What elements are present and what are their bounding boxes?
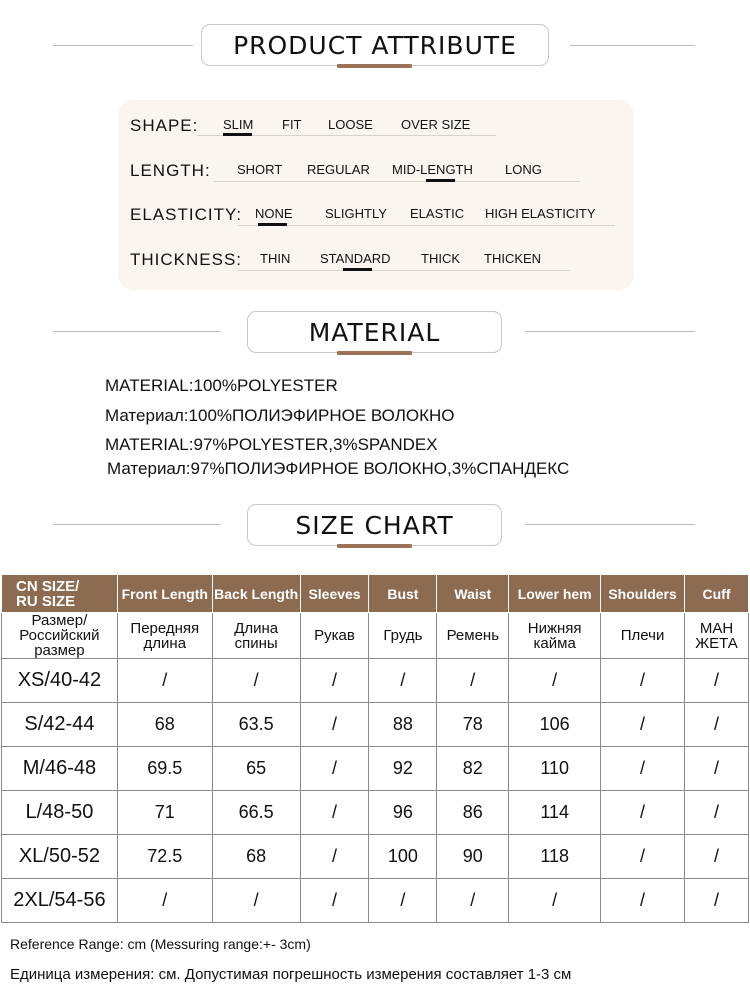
table-cell: / [437,659,509,703]
attr-option: SLIGHTLY [325,206,387,221]
divider [238,270,570,271]
material-label: Материал: [105,406,189,425]
table-cell: L/48-50 [2,791,118,835]
table-cell: Передняя длина [117,613,212,659]
table-cell: / [509,879,601,923]
table-cell: Waist [437,575,509,613]
selected-marker [258,223,287,226]
table-row [2,659,749,703]
table-cell: 96 [369,791,437,835]
divider [53,331,221,332]
table-cell: / [509,659,601,703]
table-cell: CN SIZE/ RU SIZE [2,575,118,613]
material-label: MATERIAL: [105,435,194,454]
attr-option: REGULAR [307,162,370,177]
table-cell: / [601,791,685,835]
attr-option: NONE [255,206,293,221]
table-cell: 92 [369,747,437,791]
table-cell: 66.5 [212,791,300,835]
section-title-material: MATERIAL [247,311,502,353]
attr-label: THICKNESS: [130,250,243,269]
table-cell: / [601,835,685,879]
table-cell: Lower hem [509,575,601,613]
table-cell: / [685,659,749,703]
title-accent-bar [337,351,412,355]
table-cell: 114 [509,791,601,835]
material-line [105,435,438,455]
selected-marker [426,179,455,182]
divider [53,45,193,46]
divider [525,331,695,332]
table-row [2,835,749,879]
divider [525,524,695,525]
attr-option: LOOSE [328,117,373,132]
attr-label: SHAPE: [130,116,199,135]
table-cell: / [685,791,749,835]
table-cell: / [369,659,437,703]
table-cell: XS/40-42 [2,659,118,703]
material-label: Материал: [107,459,191,478]
attr-option: OVER SIZE [401,117,471,132]
attr-option: SLIM [223,117,254,132]
title-accent-bar [337,64,412,68]
table-cell: Плечи [601,613,685,659]
material-value: 100%ПОЛИЭФИРНОЕ ВОЛОКНО [188,406,455,425]
divider [213,181,580,182]
table-header-en [2,575,749,613]
table-cell: 72.5 [117,835,212,879]
table-cell: 110 [509,747,601,791]
table-cell: 71 [117,791,212,835]
table-cell: 68 [117,703,212,747]
divider [53,524,221,525]
table-cell: Sleeves [300,575,369,613]
size-chart-table [1,574,749,923]
table-cell: Back Length [212,575,300,613]
table-cell: Нижняя кайма [509,613,601,659]
table-cell: 88 [369,703,437,747]
table-cell: S/42-44 [2,703,118,747]
table-cell: Грудь [369,613,437,659]
attr-option: LONG [505,162,542,177]
table-cell: Размер/ Российский размер [2,613,118,659]
selected-marker [343,268,372,271]
table-cell: / [117,659,212,703]
table-cell: 106 [509,703,601,747]
table-cell: 63.5 [212,703,300,747]
divider [238,225,615,226]
attr-option: FIT [282,117,302,132]
table-cell: Front Length [117,575,212,613]
attr-option: THIN [260,251,291,266]
table-row [2,791,749,835]
material-line [105,376,338,396]
section-title-size-chart: SIZE CHART [247,504,502,546]
divider [570,45,695,46]
attribute-panel [118,100,634,290]
table-cell: / [300,835,369,879]
table-cell: / [685,879,749,923]
table-cell: Bust [369,575,437,613]
table-cell: / [601,879,685,923]
table-row [2,747,749,791]
table-cell: Cuff [685,575,749,613]
attr-option: THICK [421,251,460,266]
table-cell: 90 [437,835,509,879]
table-row [2,703,749,747]
table-cell: Длина спины [212,613,300,659]
material-value: 97%POLYESTER,3%SPANDEX [193,435,438,454]
attr-option: STANDARD [320,251,391,266]
table-cell: / [300,659,369,703]
table-cell: / [369,879,437,923]
attr-option: MID-LENGTH [392,162,473,177]
material-line [107,459,569,479]
attr-option: ELASTIC [410,206,465,221]
selected-marker [223,133,252,136]
table-cell: 78 [437,703,509,747]
attr-option: THICKEN [484,251,542,266]
table-cell: / [117,879,212,923]
material-value: 100%POLYESTER [193,376,338,395]
table-cell: МАН ЖЕТА [685,613,749,659]
table-cell: 2XL/54-56 [2,879,118,923]
table-cell: / [300,747,369,791]
table-cell: / [601,703,685,747]
title-accent-bar [337,544,412,548]
table-cell: 118 [509,835,601,879]
attr-option: SHORT [237,162,283,177]
table-cell: / [685,835,749,879]
table-cell: / [300,791,369,835]
table-row [2,879,749,923]
table-cell: / [685,703,749,747]
material-line [105,406,455,426]
table-cell: / [300,879,369,923]
table-cell: Shoulders [601,575,685,613]
table-cell: / [601,747,685,791]
table-cell: 69.5 [117,747,212,791]
table-cell: / [300,703,369,747]
table-cell: XL/50-52 [2,835,118,879]
table-cell: M/46-48 [2,747,118,791]
attr-label: LENGTH: [130,161,211,180]
table-cell: / [685,747,749,791]
table-cell: / [212,879,300,923]
table-cell: / [437,879,509,923]
attr-option: HIGH ELASTICITY [485,206,596,221]
table-cell: Рукав [300,613,369,659]
table-cell: 86 [437,791,509,835]
section-title-product-attribute: PRODUCT ATTRIBUTE [201,24,549,66]
material-label: MATERIAL: [105,376,194,395]
table-header-ru [2,613,749,659]
table-cell: 65 [212,747,300,791]
attr-label: ELASTICITY: [130,205,243,224]
table-cell: / [601,659,685,703]
table-cell: 100 [369,835,437,879]
table-cell: Ремень [437,613,509,659]
measurement-note-ru: Единица измерения: см. Допустимая погрешность измерения составляет 1-3 см [10,966,572,983]
reference-range-note: Reference Range: cm (Messuring range:+- 3cm) [10,936,311,952]
table-cell: 68 [212,835,300,879]
material-value: 97%ПОЛИЭФИРНОЕ ВОЛОКНО,3%СПАНДЕКС [190,459,570,478]
table-cell: / [212,659,300,703]
table-cell: 82 [437,747,509,791]
